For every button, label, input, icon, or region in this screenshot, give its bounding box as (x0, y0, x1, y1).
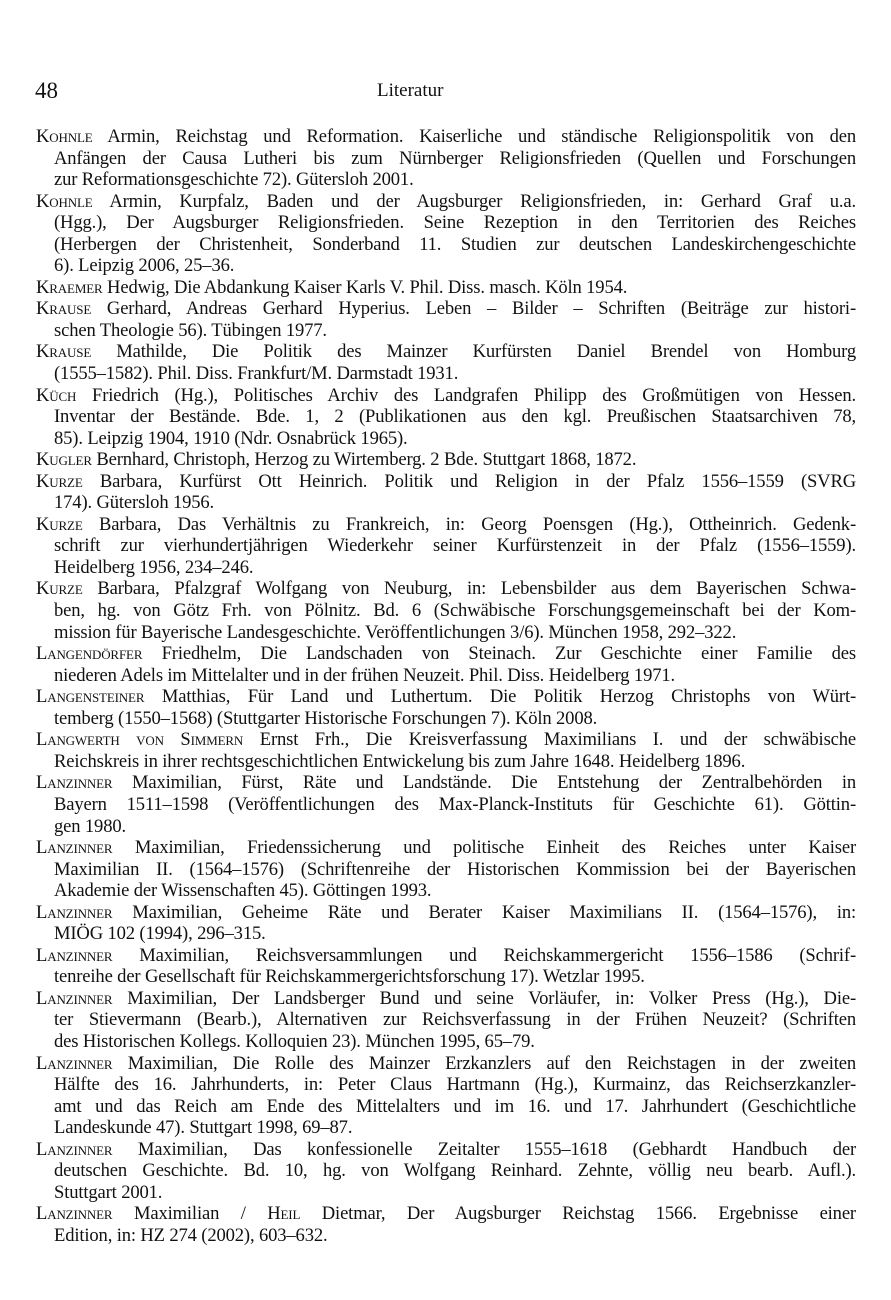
bibliography-entry (36, 686, 856, 729)
entry-first-line (36, 298, 856, 320)
author-surname: Kraemer (36, 276, 103, 298)
entry-text: Dietmar, Der Augsburger Reichstag 1566. Ergebnisse einer (300, 1203, 856, 1225)
author-surname: Lanzinner (36, 901, 113, 923)
entry-continuation-line: (Hgg.), Der Augsburger Religionsfrieden. Seine Rezeption in den Territorien des Reiches (54, 212, 856, 234)
entry-text: Maximilian, Das konfessionelle Zeitalter 1555–1618 (Gebhardt Handbuch der (112, 1138, 856, 1160)
author-surname: Krause (36, 298, 92, 320)
author-surname: Lanzinner (36, 1203, 113, 1225)
running-title: Literatur (377, 80, 444, 101)
bibliography-entry (36, 837, 856, 902)
author-surname: Kohnle (36, 126, 93, 147)
entry-continuation-line: Reichskreis in ihrer rechtsgeschichtlichen Entwickelung bis zum Jahre 1648. Heidelberg 1896. (54, 750, 746, 772)
author-surname: Lanzinner (36, 837, 113, 859)
entry-first-line (36, 471, 856, 493)
entry-continuation-line: Bayern 1511–1598 (Veröffentlichungen des Max-Planck-Instituts für Geschichte 61). Göttin- (54, 793, 856, 815)
entry-continuation-line: Akademie der Wissenschaften 45). Göttingen 1993. (54, 880, 432, 902)
entry-continuation-line: 6). Leipzig 2006, 25–36. (54, 255, 235, 277)
entry-continuation-line: ter Stievermann (Bearb.), Alternativen zur Reichsverfassung in der Frühen Neuzeit? (Schriften (54, 1009, 856, 1031)
entry-continuation-line: Landeskunde 47). Stuttgart 1998, 69–87. (54, 1117, 353, 1139)
entry-text: Armin, Kurpfalz, Baden und der Augsburger Religionsfrieden, in: Gerhard Graf u.a. (92, 190, 856, 212)
entry-text: Maximilian, Die Rolle des Mainzer Erzkanzlers auf den Reichstagen in der zweiten (112, 1052, 856, 1074)
entry-text: Gerhard, Andreas Gerhard Hyperius. Leben – Bilder – Schriften (Beiträge zur histori- (91, 298, 856, 320)
entry-first-line (36, 191, 856, 213)
bibliography-entry (36, 449, 856, 471)
author-surname: Küch (36, 384, 77, 406)
entry-continuation-line: niederen Adels im Mittelalter und in der frühen Neuzeit. Phil. Diss. Heidelberg 1971. (54, 664, 676, 686)
entry-continuation-line: des Historischen Kollegs. Kolloquien 23). München 1995, 65–79. (54, 1030, 535, 1052)
entry-continuation-line: 85). Leipzig 1904, 1910 (Ndr. Osnabrück 1965). (54, 427, 408, 449)
entry-continuation-line: tenreihe der Gesellschaft für Reichskammergerichtsforschung 17). Wetzlar 1995. (54, 966, 645, 988)
entry-text: Hedwig, Die Abdankung Kaiser Karls V. Phil. Diss. masch. Köln 1954. (102, 276, 628, 298)
entry-first-line (36, 449, 856, 471)
entry-continuation-line: Hälfte des 16. Jahrhunderts, in: Peter Claus Hartmann (Hg.), Kurmainz, das Reichserzkanzler- (54, 1074, 856, 1096)
entry-text: Maximilian, Friedenssicherung und politische Einheit des Reiches unter Kaiser (112, 837, 856, 859)
bibliography-entry (36, 471, 856, 514)
entry-continuation-line: Maximilian II. (1564–1576) (Schriftenreihe der Historischen Kommission bei der Bayerischen (54, 858, 856, 880)
author-surname: Langensteiner (36, 686, 145, 708)
entry-first-line (36, 126, 856, 148)
author-surname: Kurze (36, 578, 83, 600)
author-surname: Kugler (36, 449, 92, 471)
author-surname: Langwerth von Simmern (36, 729, 244, 751)
bibliography-entry (36, 298, 856, 341)
entry-first-line (36, 1203, 856, 1225)
entry-text: Mathilde, Die Politik des Mainzer Kurfürsten Daniel Brendel von Homburg (91, 341, 856, 363)
author-surname: Lanzinner (36, 1138, 113, 1160)
bibliography-entry (36, 988, 856, 1053)
entry-continuation-line: (Herbergen der Christenheit, Sonderband 11. Studien zur deutschen Landeskirchengeschichte (54, 233, 856, 255)
author-surname: Heil (267, 1203, 301, 1225)
entry-first-line (36, 643, 856, 665)
bibliography-entry (36, 341, 856, 384)
entry-continuation-line: (1555–1582). Phil. Diss. Frankfurt/M. Darmstadt 1931. (54, 363, 459, 385)
entry-text: Maximilian, Geheime Räte und Berater Kaiser Maximilians II. (1564–1576), in: (112, 901, 856, 923)
author-surname: Lanzinner (36, 987, 113, 1009)
author-surname: Lanzinner (36, 944, 113, 966)
entry-first-line (36, 837, 856, 859)
bibliography-entry (36, 385, 856, 450)
entry-continuation-line: schen Theologie 56). Tübingen 1977. (54, 319, 327, 341)
entry-first-line (36, 1053, 856, 1075)
entry-continuation-line: Anfängen der Causa Lutheri bis zum Nürnberger Religionsfrieden (Quellen und Forschungen (54, 147, 856, 169)
bibliography-entry (36, 126, 856, 191)
author-surname: Lanzinner (36, 1052, 113, 1074)
entry-continuation-line: schrift zur vierhundertjährigen Wiederkehr seiner Kurfürstenzeit in der Pfalz (1556–1559). (54, 535, 856, 557)
entry-first-line (36, 902, 856, 924)
entry-text: Maximilian, Reichsversammlungen und Reichskammergericht 1556–1586 (Schrif- (112, 944, 856, 966)
bibliography-entry (36, 1203, 856, 1246)
author-surname: Kurze (36, 470, 83, 492)
bibliography-entry (36, 277, 856, 299)
entry-text: Barbara, Kurfürst Ott Heinrich. Politik und Religion in der Pfalz 1556–1559 (SVRG (82, 470, 856, 492)
entry-text: Matthias, Für Land und Luthertum. Die Politik Herzog Christophs von Würt- (144, 686, 856, 708)
entry-continuation-line: ben, hg. von Götz Frh. von Pölnitz. Bd. 6 (Schwäbische Forschungsgemeinschaft bei der Kom- (54, 600, 856, 622)
entry-continuation-line: zur Reformationsgeschichte 72). Gütersloh 2001. (54, 169, 414, 191)
entry-continuation-line: amt und das Reich am Ende des Mittelalters und im 16. und 17. Jahrhundert (Geschichtliche (54, 1095, 856, 1117)
entry-continuation-line: gen 1980. (54, 815, 126, 837)
entry-text: Maximilian / (112, 1203, 268, 1225)
entry-first-line (36, 514, 856, 536)
author-surname: Langendörfer (36, 643, 143, 665)
entry-text: Armin, Reichstag und Reformation. Kaiserliche und ständische Religionspolitik von den (92, 126, 856, 147)
entry-continuation-line: deutschen Geschichte. Bd. 10, hg. von Wolfgang Reinhard. Zehnte, völlig neu bearb. Aufl.). (54, 1160, 856, 1182)
bibliography-entry (36, 1053, 856, 1139)
entry-first-line (36, 945, 856, 967)
author-surname: Kurze (36, 513, 83, 535)
entry-text: Friedrich (Hg.), Politisches Archiv des Landgrafen Philipp des Großmütigen von Hessen. (76, 384, 856, 406)
author-surname: Kohnle (36, 190, 93, 212)
bibliography-entry (36, 1139, 856, 1204)
entry-first-line (36, 988, 856, 1010)
author-surname: Krause (36, 341, 92, 363)
page-number: 48 (35, 78, 58, 103)
entry-text: Ernst Frh., Die Kreisverfassung Maximilians I. und der schwäbische (243, 729, 857, 751)
entry-continuation-line: 174). Gütersloh 1956. (54, 492, 215, 514)
entry-first-line (36, 1139, 856, 1161)
entry-first-line (36, 772, 856, 794)
entry-continuation-line: Heidelberg 1956, 234–246. (54, 556, 254, 578)
entry-continuation-line: Edition, in: HZ 274 (2002), 603–632. (54, 1224, 328, 1246)
bibliography-entry (36, 514, 856, 579)
entry-continuation-line: temberg (1550–1568) (Stuttgarter Historische Forschungen 7). Köln 2008. (54, 707, 598, 729)
entry-continuation-line: Stuttgart 2001. (54, 1181, 163, 1203)
entry-text: Barbara, Pfalzgraf Wolfgang von Neuburg, in: Lebensbilder aus dem Bayerischen Schwa- (82, 578, 856, 600)
bibliography-list (36, 126, 856, 1246)
bibliography-entry (36, 772, 856, 837)
bibliography-entry (36, 643, 856, 686)
entry-text: Maximilian, Der Landsberger Bund und seine Vorläufer, in: Volker Press (Hg.), Die- (112, 987, 856, 1009)
entry-continuation-line: MIÖG 102 (1994), 296–315. (54, 923, 266, 945)
entry-first-line (36, 729, 856, 751)
entry-first-line (36, 686, 856, 708)
entry-text: Maximilian, Fürst, Räte und Landstände. Die Entstehung der Zentralbehörden in (112, 772, 856, 794)
entry-continuation-line: mission für Bayerische Landesgeschichte. Veröffentlichungen 3/6). München 1958, 292–322. (54, 621, 737, 643)
entry-text: Friedhelm, Die Landschaden von Steinach. Zur Geschichte einer Familie des (142, 643, 856, 665)
author-surname: Lanzinner (36, 772, 113, 794)
bibliography-entry (36, 729, 856, 772)
bibliography-entry (36, 578, 856, 643)
bibliography-entry (36, 191, 856, 277)
entry-first-line (36, 578, 856, 600)
entry-text: Bernhard, Christoph, Herzog zu Wirtemberg. 2 Bde. Stuttgart 1868, 1872. (91, 449, 637, 471)
entry-first-line (36, 341, 856, 363)
entry-first-line (36, 385, 856, 407)
entry-first-line (36, 277, 856, 299)
entry-text: Barbara, Das Verhältnis zu Frankreich, in: Georg Poensgen (Hg.), Ottheinrich. Gedenk- (82, 513, 856, 535)
bibliography-entry (36, 945, 856, 988)
entry-continuation-line: Inventar der Bestände. Bde. 1, 2 (Publikationen aus den kgl. Preußischen Staatsarchiven 78, (54, 406, 856, 428)
bibliography-entry (36, 902, 856, 945)
